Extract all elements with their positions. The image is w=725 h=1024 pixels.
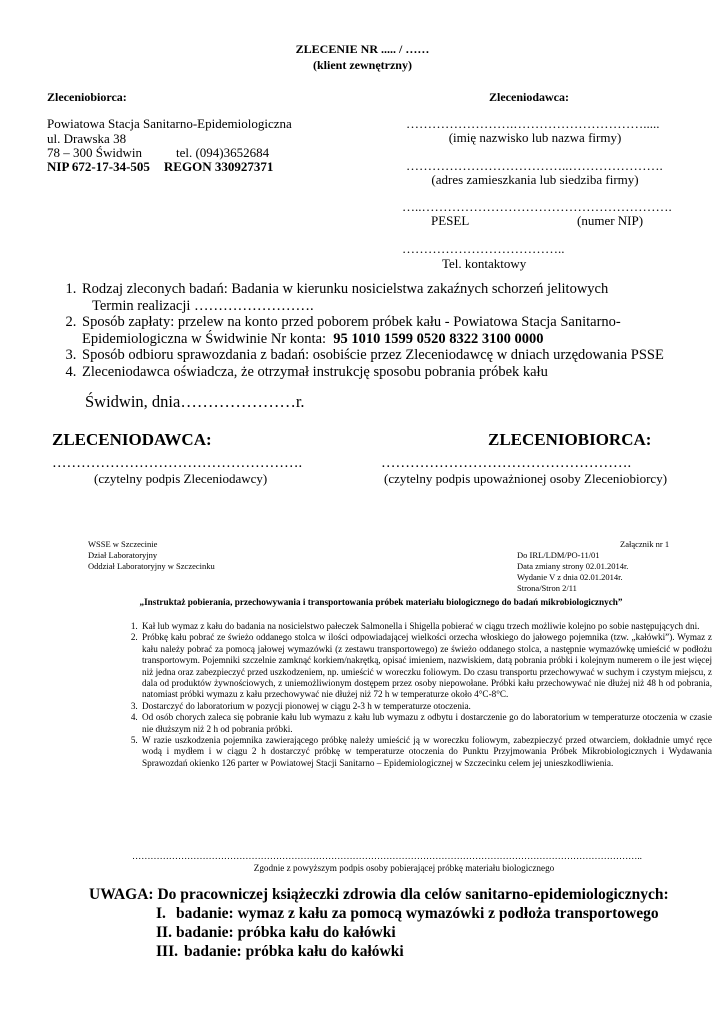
order-details-list [52,281,720,380]
client-heading: Zleceniodawca: [489,90,569,104]
notice-item [156,942,404,961]
notice-item-number: II. [156,924,172,941]
contractor-ids-line [47,159,273,174]
list-item [80,364,720,381]
annex-org-1: WSSE w Szczecinie [88,539,158,549]
payment-method: Sposób zapłaty: przelew na konto przed poborem próbek kału - Powiatowa Stacja Sanitarno- [82,314,621,330]
notice-heading: UWAGA: Do pracowniczej książeczki zdrowia dla celów sanitarno-epidemiologicznych: [89,886,669,903]
instructions-list [108,621,712,769]
contractor-signature-title: ZLECENIOBIORCA: [488,430,652,449]
collector-signature-label: Zgodnie z powyższym podpis osoby pobierającej próbkę materiału biologicznego [253,863,555,873]
contractor-nip: NIP 672-17-34-505 [47,159,150,174]
notice-item-text: badanie: wymaz z kału za pomocą wymazówki z podłoża transportowego [176,905,659,922]
contractor-regon: REGON 330927371 [163,159,274,174]
client-address-field[interactable]: ………………………………..…………………. [406,158,663,173]
annex-page: Strona/Stron 2/11 [517,583,577,593]
notice-item-number: I. [156,905,166,922]
contractor-signature-field[interactable]: ……………………………………………. [381,455,632,471]
annex-org-3: Oddział Laboratoryjny w Szczecinku [88,561,215,571]
client-address-label: (adres zamieszkania lub siedziba firmy) [431,172,639,187]
client-phone-label: Tel. kontaktowy [442,256,527,271]
contractor-street: ul. Drawska 38 [47,131,127,146]
list-item: 3. Dostarczyć do laboratorium w pozycji pionowej w ciągu 2-3 h w temperaturze otoczenia. [140,701,712,712]
list-item: 4. Od osób chorych zaleca się pobranie kału lub wymazu z kału lub wymazu z odbytu i dostarczenie go do laboratorium w temperaturze otoczenia w czasie nie dłuższym niż 2 h od pobrania próbki. [140,712,712,735]
list-item: 5. W razie uszkodzenia pojemnika zawierającego próbkę należy umieścić ją w woreczku foliowym, zabezpieczyć przed otwarciem, dokładnie umyć ręce wodą i mydłem i w ciągu 2 h dostarczyć próbkę w temperaturze otoczenia do Punktu Przyjmowania Próbek Mikrobiologicznych i Wydawania Sprawozdań okienko 126 parter w Powiatowej Stacji Sanitarno – Epidemiologicznej w Szczecinku celem jej unieszkodliwienia. [140,735,712,769]
annex-number: Załącznik nr 1 [620,539,670,549]
notice-item [156,904,659,923]
place-date-field[interactable]: Świdwin, dnia…………………r. [85,392,305,411]
list-item: 1. Kał lub wymaz z kału do badania na nosicielstwo pałeczek Salmonella i Shigella pobierać w ciągu trzech możliwie kolejno po sobie następujących dni. [140,621,712,632]
client-signature-title: ZLECENIODAWCA: [52,430,212,449]
contractor-signature-label: (czytelny podpis upoważnionej osoby Zleceniobiorcy) [384,471,668,486]
tests-type: Rodzaj zleconych badań: Badania w kierunku nosicielstwa zakaźnych schorzeń jelitowych [82,281,609,297]
notice-item-text: badanie: próbka kału do kałówki [184,943,404,960]
contractor-heading: Zleceniobiorca: [47,90,127,104]
notice-item [156,923,396,942]
list-item [80,347,720,364]
client-name-field[interactable]: …………………….…………………………..... [406,116,660,131]
contractor-city-line [47,145,269,160]
contractor-phone: tel. (094)3652684 [175,145,270,160]
list-item: 2. Próbkę kału pobrać ze świeżo oddanego stolca w ilości odpowiadającej wielkości orzecha włoskiego do jałowego pojemnika (tzw. „kałówki”). Wymaz z kału należy pobrać za pomocą jałowej wymazówki (z zestawu transportowego) ze świeżo oddanego stolca, a następnie wymazówkę umieścić w podłożu transportowym. Pojemniki szczelnie zamknąć korkiem/nakrętką, opisać imieniem, nazwiskiem, datą pobrania próbki i kolejnym numerem o ile jest więcej niż jedna oraz zabezpieczyć przed uszkodzeniem, np. umieścić w woreczku foliowym. Do czasu transportu przechowywać w suchym i czystym miejscu, z dala od produktów żywnościowych, z uniemożliwionym dostępem przez osoby niepowołane. Próbki kału przechowywać nie dłużej niż 48 h od pobrania, natomiast próbki wymazu z kału przechowywać nie dłużej niż 72 h w temperaturze około 4°C-8°C. [140,632,712,700]
client-signature-field[interactable]: ……………………………………………. [52,455,303,471]
list-item [80,281,720,314]
list-item [80,314,720,347]
report-pickup-method: Sposób odbioru sprawozdania z badań: osobiście przez Zleceniodawcę w dniach urzędowania PSSE [82,347,664,363]
document-subtitle: (klient zewnętrzny) [313,58,412,72]
annex-reference: Do IRL/LDM/PO-11/01 [517,550,600,560]
completion-date: Termin realizacji ……………………. [92,297,314,314]
instructions-title: „Instruktaż pobierania, przechowywania i transportowania próbek materiału biologicznego do badań mikrobiologicznych” [139,597,623,607]
contractor-name: Powiatowa Stacja Sanitarno-Epidemiologiczna [47,116,292,131]
contractor-city: 78 – 300 Świdwin [47,145,142,160]
annex-edition: Wydanie V z dnia 02.01.2014r. [517,572,623,582]
client-statement: Zleceniodawca oświadcza, że otrzymał instrukcję sposobu pobrania próbek kału [82,363,548,380]
payment-account-line [82,331,720,348]
client-name-label: (imię nazwisko lub nazwa firmy) [448,130,622,145]
notice-item-number: III. [156,943,178,960]
bank-account-number: 95 1010 1599 0520 8322 3100 0000 [333,330,544,347]
annex-org-2: Dział Laboratoryjny [88,550,158,560]
notice-item-text: badanie: próbka kału do kałówki [176,924,396,941]
client-signature-label: (czytelny podpis Zleceniodawcy) [94,471,268,486]
client-nip-label: (numer NIP) [577,213,644,228]
client-phone-field[interactable]: ……………………………….. [402,241,565,256]
client-pesel-label: PESEL [431,213,470,228]
payment-account-label: Epidemiologiczna w Świdwinie Nr konta: [82,330,327,347]
client-pesel-nip-field[interactable]: …..…………………………………………………. [402,199,672,214]
document-title: ZLECENIE NR ..... / …… [295,42,430,56]
annex-change-date: Data zmiany strony 02.01.2014r. [517,561,629,571]
collector-signature-field[interactable]: ………………………………………………………………………………………………………………………………………………….. [132,851,642,861]
